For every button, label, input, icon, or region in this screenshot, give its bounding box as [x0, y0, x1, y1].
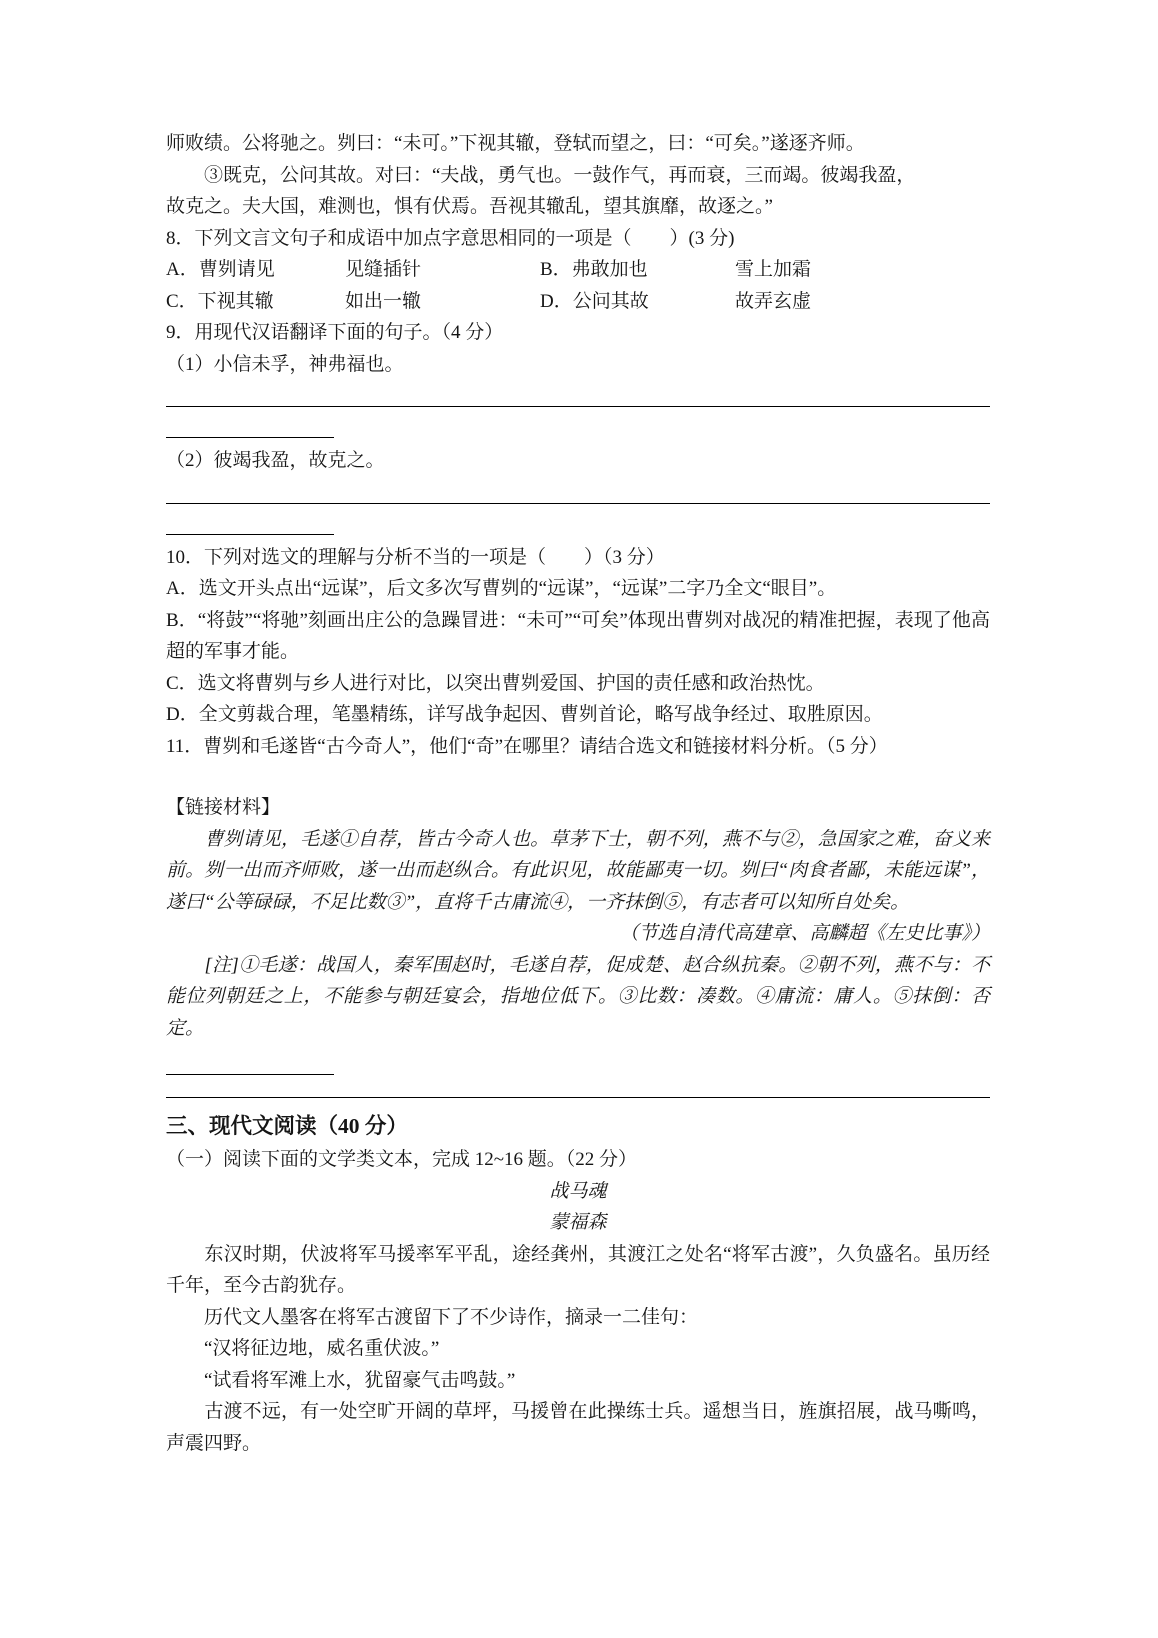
- answer-line-full: [166, 380, 990, 407]
- q8-options-row-1: [166, 254, 990, 286]
- q9-part1: （1）小信未孚，神弗福也。: [166, 353, 404, 375]
- q8-option-a: A．曹刿请见: [166, 259, 275, 280]
- section3-intro: （一）阅读下面的文学类文本，完成 12~16 题。（22 分）: [166, 1149, 638, 1170]
- passage-line-2: ③既克，公问其故。对曰：“夫战，勇气也。一鼓作气，再而衰，三而竭。彼竭我盈，: [166, 164, 916, 186]
- link-material-header: 【链接材料】: [166, 797, 281, 818]
- q8-option-d: D．公问其故: [540, 290, 649, 312]
- story-paragraph-3: 古渡不远，有一处空旷开阔的草坪，马援曾在此操练士兵。遥想当日，旌旗招展，战马嘶鸣，声震四野。: [166, 1401, 990, 1454]
- q9-stem: 9．用现代汉语翻译下面的句子。（4 分）: [166, 322, 504, 343]
- story-quote-2: “试看将军滩上水，犹留豪气击鸣鼓。”: [166, 1369, 516, 1391]
- q8-idiom-c: 如出一辙: [345, 290, 422, 312]
- q11-stem: 11．曹刿和毛遂皆“古今奇人”，他们“奇”在哪里？请结合选文和链接材料分析。（5 分）: [166, 735, 888, 757]
- q10-option-c: C．选文将曹刿与乡人进行对比，以突出曹刿爱国、护国的责任感和政治热忱。: [166, 672, 825, 694]
- link-material-body: 曹刿请见，毛遂①自荐，皆古今奇人也。草茅下士，朝不列，燕不与②，急国家之难，奋义来前。刿一出而齐师败，遂一出而赵纵合。有此识见，故能鄙夷一切。刿曰“肉食者鄙，未能远谋”，遂曰“公等碌碌，不足比数③”，直将千古庸流④，一齐抹倒⑤，有志者可以知所自处矣。: [166, 828, 990, 913]
- passage-line-1: 师败绩。公将驰之。刿曰：“未可。”下视其辙，登轼而望之，曰：“可矣。”遂逐齐师。: [166, 133, 865, 154]
- story-author: 蒙福森: [549, 1212, 607, 1233]
- story-paragraph-1: 东汉时期，伏波将军马援率军平乱，途经龚州，其渡江之处名“将军古渡”，久负盛名。虽历经千年，至今古韵犹存。: [166, 1243, 990, 1296]
- story-quote-1: “汉将征边地，威名重伏波。”: [166, 1338, 440, 1359]
- q10-option-b: B．“将鼓”“将驰”刻画出庄公的急躁冒进：“未可”“可矣”体现出曹刿对战况的精准把握，表现了他高超的军事才能。: [166, 609, 990, 662]
- answer-line-short: [166, 407, 334, 438]
- q9-part2: （2）彼竭我盈，故克之。: [166, 450, 385, 471]
- link-material-note: [注]①毛遂：战国人，秦军围赵时，毛遂自荐，促成楚、赵合纵抗秦。②朝不列，燕不与：不能位列朝廷之上，不能参与朝廷宴会，指地位低下。③比数：凑数。④庸流：庸人。⑤抹倒：否定。: [166, 954, 990, 1039]
- section3-title: 三、现代文阅读（40 分）: [166, 1114, 408, 1138]
- q10-stem: 10．下列对选文的理解与分析不当的一项是（ ）（3 分）: [166, 546, 665, 568]
- q8-option-b: B．弗敢加也: [540, 259, 648, 280]
- link-material-source: （节选自清代高建章、高麟超《左史比事》）: [619, 923, 990, 944]
- q10-option-d: D．全文剪裁合理，笔墨精练，详写战争起因、曹刿首论，略写战争经过、取胜原因。: [166, 704, 883, 725]
- answer-line-full: [166, 477, 990, 504]
- q8-idiom-a: 见缝插针: [345, 259, 422, 280]
- section-divider-line: [166, 1075, 990, 1098]
- answer-line-short: [166, 1044, 334, 1075]
- q10-option-a: A．选文开头点出“远谋”，后文多次写曹刿的“远谋”，“远谋”二字乃全文“眼目”。: [166, 578, 837, 599]
- q8-option-c: C．下视其辙: [166, 290, 274, 312]
- q8-idiom-b: 雪上加霜: [735, 259, 812, 280]
- q8-stem: 8．下列文言文句子和成语中加点字意思相同的一项是（ ）(3 分): [166, 227, 735, 249]
- story-title: 战马魂: [549, 1180, 607, 1202]
- q8-options-row-2: [166, 286, 990, 318]
- story-paragraph-2: 历代文人墨客在将军古渡留下了不少诗作，摘录一二佳句：: [166, 1306, 699, 1328]
- passage-line-3: 故克之。夫大国，难测也，惧有伏焉。吾视其辙乱，望其旗靡，故逐之。”: [166, 196, 773, 217]
- answer-line-short: [166, 504, 334, 535]
- q8-idiom-d: 故弄玄虚: [735, 290, 812, 312]
